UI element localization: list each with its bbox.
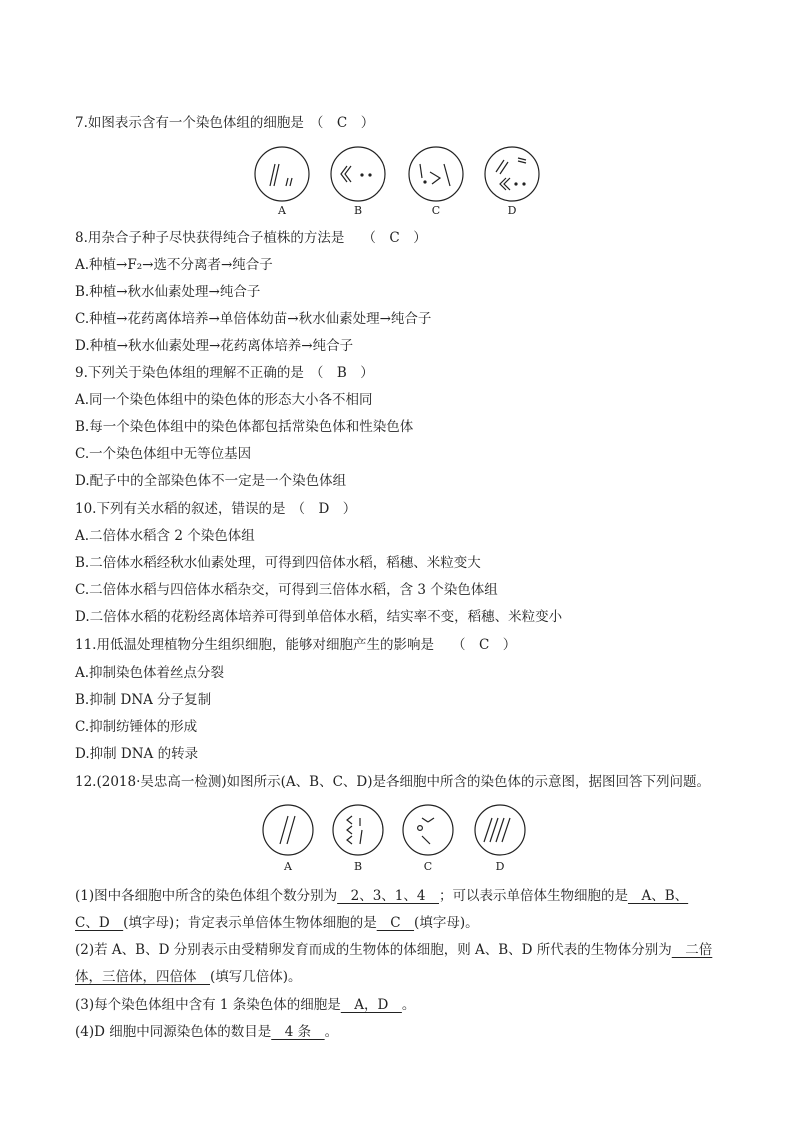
q12-label-c: C	[423, 860, 433, 873]
q12-answer-group-counts: 2、3、1、4	[337, 888, 439, 904]
q9-stem: 9.下列关于染色体组的理解不正确的是 （ B ）	[75, 365, 374, 381]
q8-option-c: C.种植→花药离体培养→单倍体幼苗→秋水仙素处理→纯合子	[75, 311, 432, 327]
q11-answer: （ C ）	[451, 637, 517, 653]
q12-part1-line2: C、D (填字母)；肯定表示单倍体生物体细胞的是 C (填字母)。	[75, 915, 479, 931]
q9-option-c: C.一个染色体组中无等位基因	[75, 446, 252, 462]
q8-option-b: B.种植→秋水仙素处理→纯合子	[75, 284, 261, 300]
q12-answer-one-chromosome: A，D	[340, 997, 402, 1013]
q11-option-b: B.抑制 DNA 分子复制	[75, 692, 212, 708]
q7-cell-d	[485, 147, 539, 201]
q7-cell-c	[409, 147, 463, 201]
q12-label-b: B	[353, 860, 363, 873]
q12-part4: (4)D 细胞中同源染色体的数目是 4 条 。	[75, 1024, 339, 1040]
q12-part3: (3)每个染色体组中含有 1 条染色体的细胞是 A，D 。	[75, 997, 416, 1013]
q12-part2-line1: (2)若 A、B、D 分别表示由受精卵发育而成的生物体的体细胞，则 A、B、D 所代表的生物体分别为 二倍	[75, 942, 713, 958]
q10-option-c: C.二倍体水稻与四倍体水稻杂交，可得到三倍体水稻，含 3 个染色体组	[75, 582, 498, 598]
q11-option-a: A.抑制染色体着丝点分裂	[75, 665, 225, 681]
q7-label-c: C	[431, 204, 441, 217]
q7-cell-a	[255, 147, 309, 201]
q12-answer-certain-haploid: C	[376, 915, 415, 931]
q7-cell-b	[331, 147, 385, 201]
q12-part1-line1: (1)图中各细胞中所含的染色体组个数分别为 2、3、1、4 ；可以表示单倍体生物细胞的是 A、B、	[75, 888, 689, 904]
q10-stem: 10.下列有关水稻的叙述，错误的是 （ D ）	[75, 501, 357, 517]
q10-option-b: B.二倍体水稻经秋水仙素处理，可得到四倍体水稻，稻穗、米粒变大	[75, 555, 481, 571]
q10-answer: （ D ）	[291, 501, 357, 517]
q7-figure	[250, 146, 550, 222]
q12-label-d: D	[495, 860, 505, 873]
q12-answer-ploidy-b: 体，三倍体，四倍体	[75, 969, 210, 985]
q12-cell-a	[263, 805, 313, 855]
q12-answer-haploid-a: A、B、	[627, 888, 689, 904]
q7-label-d: D	[507, 204, 517, 217]
q7-stem: 7.如图表示含有一个染色体组的细胞是 （ C ）	[75, 115, 375, 131]
q9-option-d: D.配子中的全部染色体不一定是一个染色体组	[75, 473, 347, 489]
q10-option-a: A.二倍体水稻含 2 个染色体组	[75, 528, 255, 544]
q12-answer-ploidy-a: 二倍	[671, 942, 713, 958]
q9-option-b: B.每一个染色体组中的染色体都包括常染色体和性染色体	[75, 419, 414, 435]
q12-answer-haploid-b: C、D	[75, 915, 124, 931]
q9-answer: （ B ）	[309, 365, 374, 381]
q9-option-a: A.同一个染色体组中的染色体的形态大小各不相同	[75, 392, 373, 408]
q11-option-d: D.抑制 DNA 的转录	[75, 746, 199, 762]
q12-cell-c	[403, 805, 453, 855]
q10-option-d: D.二倍体水稻的花粉经离体培养可得到单倍体水稻，结实率不变，稻穗、米粒变小	[75, 609, 563, 625]
q8-option-d: D.种植→秋水仙素处理→花药离体培养→纯合子	[75, 338, 354, 354]
q12-cell-b	[333, 805, 383, 855]
q8-answer: （ C ）	[362, 230, 427, 246]
q8-option-a: A.种植→F₂→选不分离者→纯合子	[75, 257, 273, 273]
q7-label-a: A	[278, 204, 286, 217]
q11-option-c: C.抑制纺锤体的形成	[75, 719, 198, 735]
q12-answer-homologous-count: 4 条	[271, 1024, 325, 1040]
q11-stem: 11.用低温处理植物分生组织细胞，能够对细胞产生的影响是 （ C ）	[75, 637, 517, 653]
q7-answer: （ C ）	[309, 115, 375, 131]
q8-stem: 8.用杂合子种子尽快获得纯合子植株的方法是 （ C ）	[75, 230, 427, 246]
q12-label-a: A	[284, 860, 292, 873]
q12-figure	[262, 804, 534, 878]
q7-label-b: B	[353, 204, 363, 217]
q12-stem: 12.(2018·吴忠高一检测)如图所示(A、B、C、D)是各细胞中所含的染色体的示意图，据图回答下列问题。	[75, 774, 711, 790]
q12-part2-line2: 体，三倍体，四倍体 (填写几倍体)。	[75, 969, 302, 985]
